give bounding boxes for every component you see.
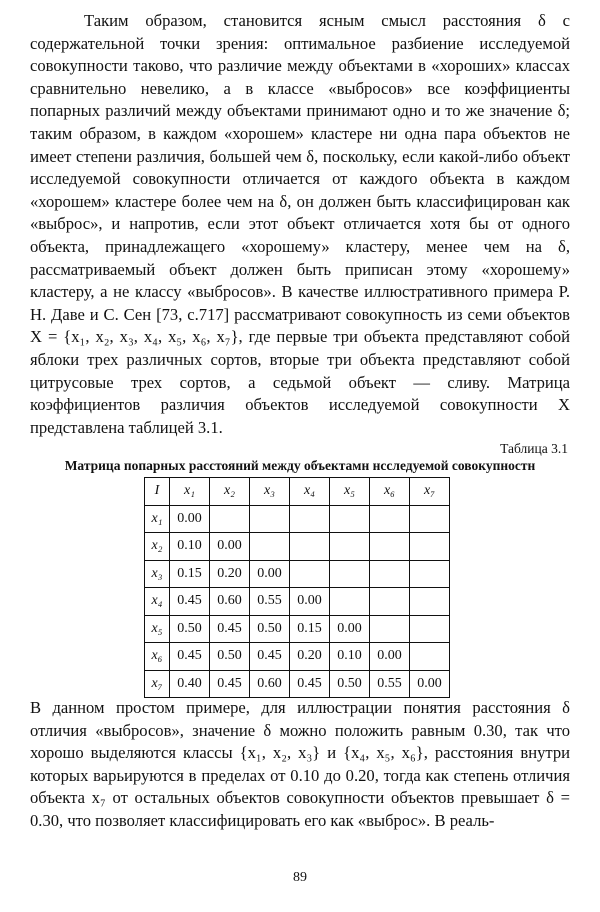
row-header: x₆ — [145, 643, 170, 671]
row-header: x₇ — [145, 670, 170, 698]
table-cell — [250, 505, 290, 533]
table-cell — [250, 533, 290, 561]
table-cell: 0.00 — [370, 643, 410, 671]
table-cell — [330, 505, 370, 533]
table-corner-cell: I — [145, 478, 170, 506]
table-row — [145, 588, 450, 616]
table-cell: 0.20 — [290, 643, 330, 671]
table-label: Таблица 3.1 — [500, 441, 568, 456]
row-header: x₂ — [145, 533, 170, 561]
column-header: x₅ — [330, 478, 370, 506]
table-cell: 0.10 — [170, 533, 210, 561]
table-cell: 0.60 — [210, 588, 250, 616]
distance-matrix-table — [144, 477, 450, 698]
table-cell: 0.50 — [250, 615, 290, 643]
table-cell: 0.00 — [210, 533, 250, 561]
table-cell — [210, 505, 250, 533]
table-cell: 0.45 — [170, 588, 210, 616]
table-cell: 0.40 — [170, 670, 210, 698]
table-cell: 0.00 — [170, 505, 210, 533]
table-row — [145, 643, 450, 671]
table-cell — [330, 560, 370, 588]
table-row — [145, 615, 450, 643]
table-cell — [410, 560, 450, 588]
column-header: x₃ — [250, 478, 290, 506]
table-cell — [410, 505, 450, 533]
table-cell — [330, 588, 370, 616]
table-cell: 0.00 — [330, 615, 370, 643]
table-row — [145, 533, 450, 561]
table-cell — [410, 588, 450, 616]
table-cell — [370, 588, 410, 616]
paragraph-2: В данном простом примере, для иллюстрации понятия расстояния δ отличия «выбросов», значение δ можно положить равным 0.30, так что хорошо выделяются классы {x₁, x₂, x₃} и {x₄, x₅, x₆}, расстояния внутри которых варьируются в пределах от 0.10 до 0.20, тогда как степень отличия объекта x₇ от остальных объектов совокупности объектов превышает δ = 0.30, что позволяет классифицировать его как «выброс». В реаль- — [30, 698, 570, 830]
table-cell — [290, 533, 330, 561]
table-cell: 0.45 — [290, 670, 330, 698]
table-cell — [410, 533, 450, 561]
table-cell: 0.10 — [330, 643, 370, 671]
table-cell: 0.45 — [210, 670, 250, 698]
table-cell: 0.00 — [250, 560, 290, 588]
table-cell: 0.00 — [410, 670, 450, 698]
table-cell: 0.45 — [250, 643, 290, 671]
row-header: x₃ — [145, 560, 170, 588]
table-row — [145, 560, 450, 588]
table-cell: 0.45 — [170, 643, 210, 671]
table-cell — [370, 533, 410, 561]
table-cell: 0.20 — [210, 560, 250, 588]
row-header: x₅ — [145, 615, 170, 643]
table-cell — [410, 615, 450, 643]
table-title: Матрица попарных расстояний между объектамн нсследуемой совокупностн — [64, 458, 536, 473]
page-number: 89 — [293, 870, 307, 885]
column-header: x₂ — [210, 478, 250, 506]
table-cell — [330, 533, 370, 561]
table-cell: 0.55 — [250, 588, 290, 616]
table-cell — [370, 615, 410, 643]
table-cell — [290, 505, 330, 533]
table-cell: 0.50 — [170, 615, 210, 643]
column-header: x₇ — [410, 478, 450, 506]
table-cell: 0.45 — [210, 615, 250, 643]
paragraph-1: Таким образом, становится ясным смысл расстояния δ с содержательной точки зрения: оптимальное разбиение исследуемой совокупности таково, что различие между объектами в «хороших» классах сравнительно невелико, а в классе «выбросов» все коэффициенты попарных различий между объектами принимают одно и то же значение δ; таким образом, в каждом «хорошем» кластере ни одна пара объектов не имеет степени различия, большей чем δ, поскольку, если какой-либо объект исследуемой совокупности отличается от каждого объекта в каждом «хорошем» кластере более чем на δ, он должен быть классифицирован как «выброс», и напротив, если этот объект отличается хотя бы от одного объекта, принадлежащего «хорошему» кластеру, менее чем на δ, рассматриваемый объект должен быть приписан этому «хорошему» кластеру, а не классу «выбросов». В качестве иллюстративного примера Р. Н. Даве и С. Сен [73, с.717] рассматривают совокупность из семи объектов X = {x₁, x₂, x₃, x₄, x₅, x₆, x₇}, где первые три объекта представляют собой яблоки трех различных сортов, вторые три объекта представляют собой цитрусовые трех сортов, а седьмой объект — сливу. Матрица коэффициентов различия объектов исследуемой совокупности X представлена таблицей 3.1. — [30, 11, 570, 437]
table-cell: 0.55 — [370, 670, 410, 698]
table-cell: 0.50 — [210, 643, 250, 671]
table-cell: 0.15 — [170, 560, 210, 588]
table-row — [145, 670, 450, 698]
table-cell: 0.15 — [290, 615, 330, 643]
table-row — [145, 505, 450, 533]
column-header: x₆ — [370, 478, 410, 506]
column-header: x₁ — [170, 478, 210, 506]
table-cell — [410, 643, 450, 671]
row-header: x₄ — [145, 588, 170, 616]
column-header: x₄ — [290, 478, 330, 506]
table-cell — [370, 505, 410, 533]
table-cell: 0.50 — [330, 670, 370, 698]
table-cell: 0.00 — [290, 588, 330, 616]
row-header: x₁ — [145, 505, 170, 533]
table-cell — [290, 560, 330, 588]
table-cell — [370, 560, 410, 588]
table-cell: 0.60 — [250, 670, 290, 698]
table-header-row — [145, 478, 450, 506]
